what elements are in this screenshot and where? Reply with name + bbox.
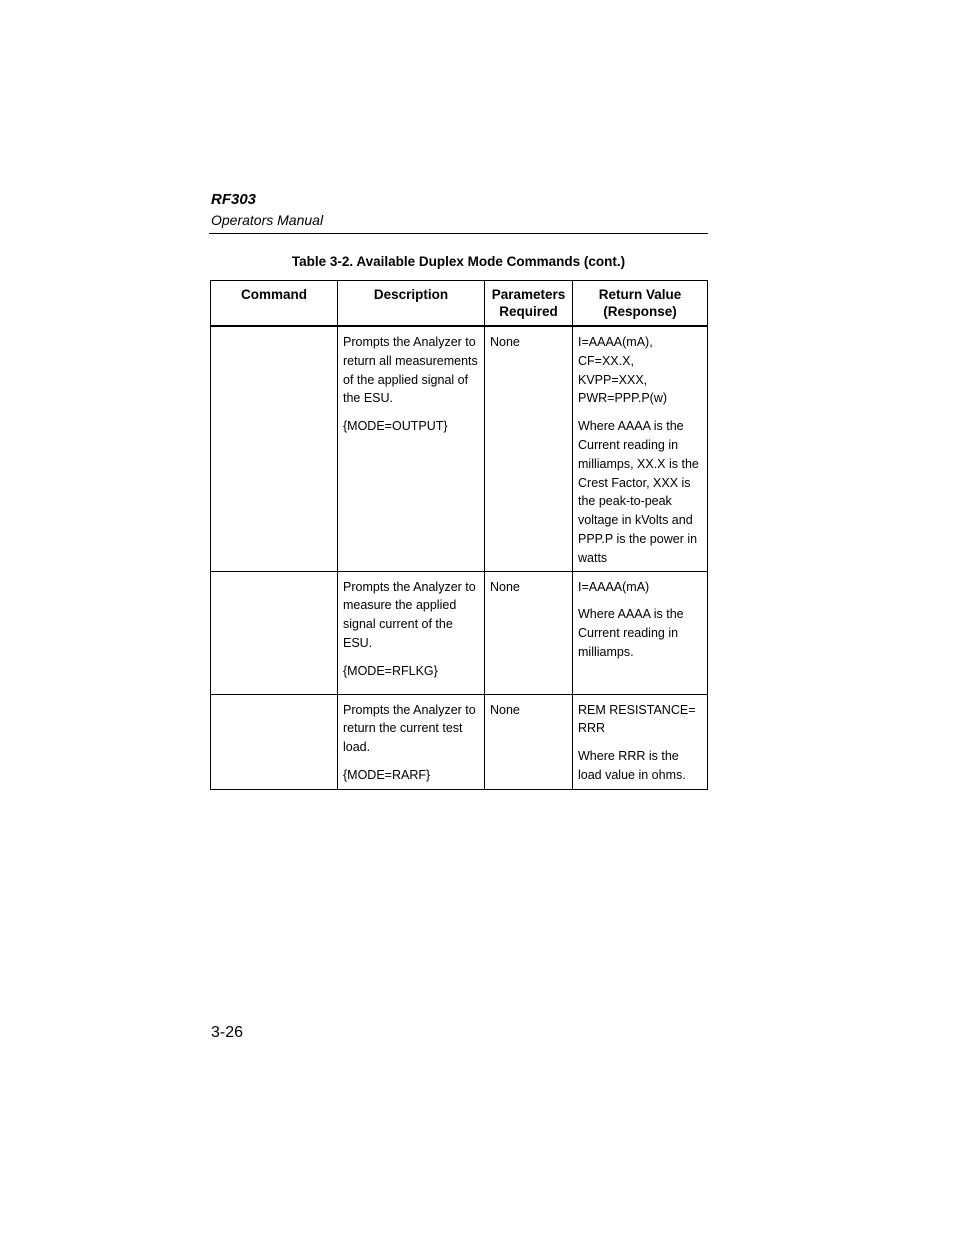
mode-text: {MODE=OUTPUT} xyxy=(343,419,448,434)
return-note-text: Where AAAA is the Current reading in milliamps, XX.X is the Crest Factor, XXX is the peak-to-peak voltage in kVolts and PPP.P is the power in watts xyxy=(578,419,699,565)
description-cell xyxy=(338,694,485,789)
mode-text: {MODE=RARF} xyxy=(343,767,431,782)
document-subtitle: Operators Manual xyxy=(211,212,324,228)
return-value-text: REM RESISTANCE= RRR xyxy=(578,702,696,736)
column-header-parameters: Parameters Required xyxy=(485,281,573,327)
description-text: Prompts the Analyzer to measure the applied signal current of the ESU. xyxy=(343,579,476,650)
parameters-cell: None xyxy=(485,571,573,694)
mode-text: {MODE=RFLKG} xyxy=(343,663,438,678)
description-text: Prompts the Analyzer to return all measurements of the applied signal of the ESU. xyxy=(343,335,478,406)
return-value-text: I=AAAA(mA), CF=XX.X, KVPP=XXX, PWR=PPP.P(w) xyxy=(578,335,668,406)
table-header-row xyxy=(211,281,708,327)
command-cell xyxy=(211,694,338,789)
table-row xyxy=(211,326,708,571)
return-value-cell xyxy=(573,326,708,571)
description-cell xyxy=(338,326,485,571)
command-cell xyxy=(211,571,338,694)
parameters-cell: None xyxy=(485,326,573,571)
table-row xyxy=(211,694,708,789)
command-cell xyxy=(211,326,338,571)
description-text: Prompts the Analyzer to return the current test load. xyxy=(343,702,476,755)
return-value-cell xyxy=(573,694,708,789)
return-value-cell xyxy=(573,571,708,694)
duplex-commands-table xyxy=(210,280,708,790)
column-header-description: Description xyxy=(338,281,485,327)
parameters-cell: None xyxy=(485,694,573,789)
description-cell xyxy=(338,571,485,694)
return-note-text: Where RRR is the load value in ohms. xyxy=(578,749,686,782)
return-value-text: I=AAAA(mA) xyxy=(578,579,650,594)
column-header-return-value: Return Value (Response) xyxy=(573,281,708,327)
table-caption: Table 3-2. Available Duplex Mode Commands (cont.) xyxy=(291,254,626,269)
table-row xyxy=(211,571,708,694)
document-title: RF303 xyxy=(211,191,257,208)
column-header-command: Command xyxy=(211,281,338,327)
return-note-text: Where AAAA is the Current reading in milliamps. xyxy=(578,607,684,659)
page-number: 3-26 xyxy=(211,1024,244,1041)
header-divider xyxy=(209,233,708,234)
